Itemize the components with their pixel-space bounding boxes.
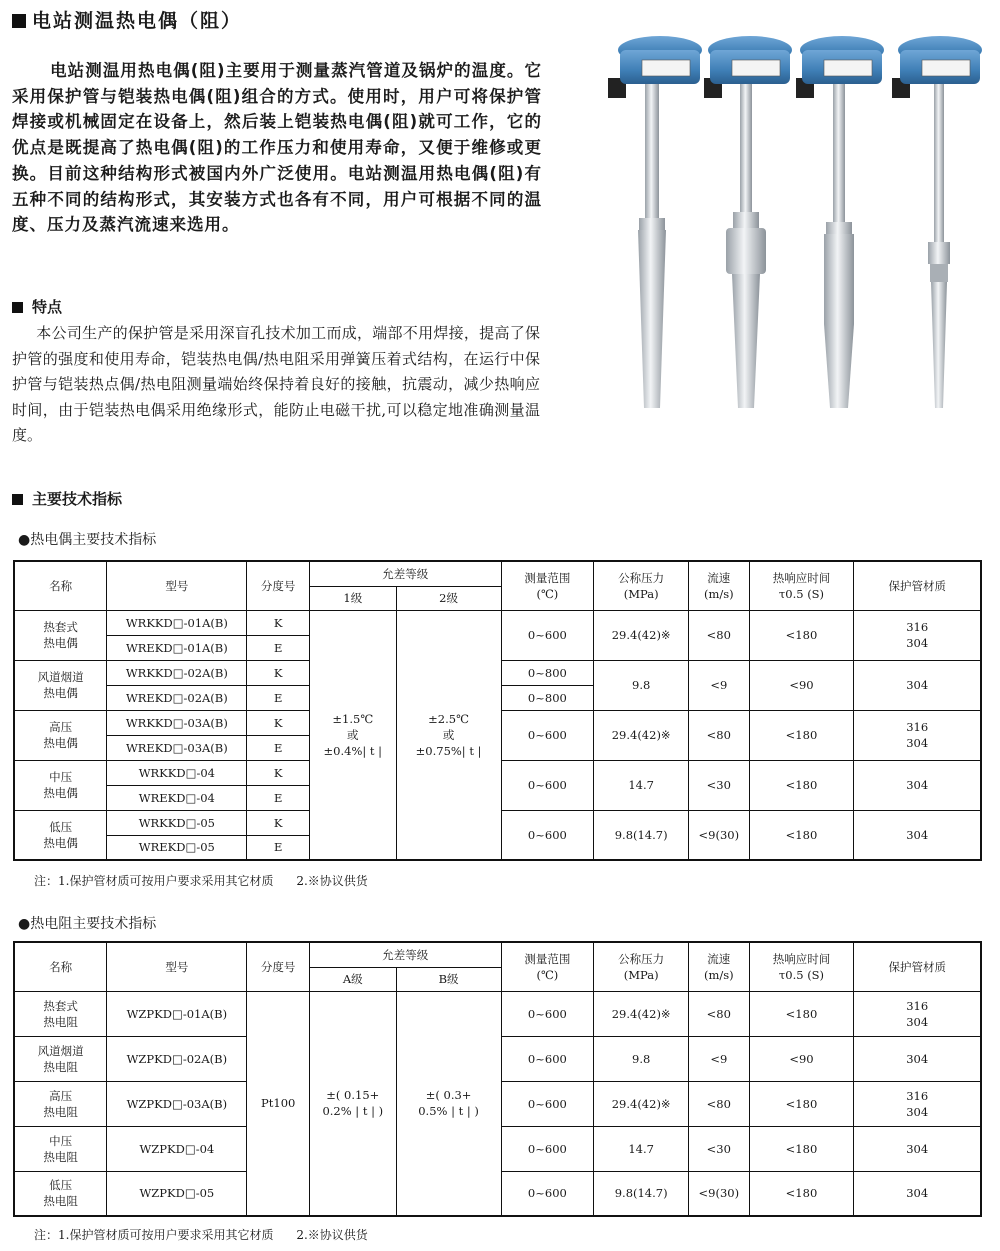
range-cell: 0~600 bbox=[501, 610, 594, 660]
product-photo bbox=[600, 28, 998, 414]
name-cell: 风道烟道 热电偶 bbox=[14, 660, 107, 710]
table-row bbox=[14, 610, 981, 635]
range-cell: 0~600 bbox=[501, 810, 594, 860]
tolerance-class-a-cell: ±( 0.15+ 0.2% | t | ) bbox=[309, 991, 396, 1216]
rtd-spec-table bbox=[13, 941, 982, 1217]
th-response: 热响应时间 τ0.5 (S) bbox=[749, 561, 854, 610]
pressure-cell: 29.4(42)※ bbox=[594, 991, 689, 1036]
model-cell: WZPKD□-04 bbox=[107, 1126, 247, 1171]
name-cell: 低压 热电偶 bbox=[14, 810, 107, 860]
model-cell: WRKKD□-04 bbox=[107, 760, 247, 785]
grade-cell: E bbox=[247, 785, 310, 810]
material-cell: 304 bbox=[854, 1171, 981, 1216]
thermocouple-spec-table bbox=[13, 560, 982, 861]
model-cell: WREKD□-05 bbox=[107, 835, 247, 860]
name-cell: 中压 热电阻 bbox=[14, 1126, 107, 1171]
th-class-1: 1级 bbox=[309, 586, 396, 610]
model-cell: WRKKD□-03A(B) bbox=[107, 710, 247, 735]
th-name: 名称 bbox=[14, 561, 107, 610]
name-cell: 热套式 热电阻 bbox=[14, 991, 107, 1036]
model-cell: WRKKD□-05 bbox=[107, 810, 247, 835]
grade-cell: K bbox=[247, 660, 310, 685]
material-cell: 316 304 bbox=[854, 1081, 981, 1126]
response-cell: <180 bbox=[749, 610, 854, 660]
material-cell: 304 bbox=[854, 1126, 981, 1171]
grade-cell: E bbox=[247, 835, 310, 860]
grade-cell: K bbox=[247, 610, 310, 635]
grade-cell: E bbox=[247, 735, 310, 760]
th-material: 保护管材质 bbox=[854, 561, 981, 610]
model-cell: WZPKD□-03A(B) bbox=[107, 1081, 247, 1126]
th-class-2: 2级 bbox=[396, 586, 501, 610]
intro-paragraph bbox=[12, 58, 542, 238]
flow-cell: <80 bbox=[689, 710, 750, 760]
name-cell: 高压 热电偶 bbox=[14, 710, 107, 760]
th-model: 型号 bbox=[107, 942, 247, 991]
sensor-4 bbox=[892, 36, 982, 408]
th-flow: 流速 (m/s) bbox=[689, 942, 750, 991]
tolerance-class2-cell: ±2.5℃ 或 ±0.75%| t | bbox=[396, 610, 501, 860]
flow-cell: <80 bbox=[689, 610, 750, 660]
response-cell: <180 bbox=[749, 760, 854, 810]
tolerance-class1-cell: ±1.5℃ 或 ±0.4%| t | bbox=[309, 610, 396, 860]
response-cell: <180 bbox=[749, 710, 854, 760]
pressure-cell: 9.8(14.7) bbox=[594, 1171, 689, 1216]
pressure-cell: 9.8 bbox=[594, 660, 689, 710]
model-cell: WZPKD□-01A(B) bbox=[107, 991, 247, 1036]
range-cell: 0~600 bbox=[501, 1081, 594, 1126]
tc-table-note: 注：1.保护管材质可按用户要求采用其它材质 2.※协议供货 bbox=[34, 874, 368, 888]
material-cell: 304 bbox=[854, 660, 981, 710]
features-text: 本公司生产的保护管是采用深盲孔技术加工而成，端部不用焊接，提高了保护管的强度和使用寿命，铠装热电偶/热电阻采用弹簧压着式结构，在运行中保护管与铠装热点偶/热电阻测量端始终保持着良好的接触，抗震动，减少热响应时间，由于铠装热电偶采用绝缘形式，能防止电磁干扰,可以稳定地准确测量温度。 bbox=[12, 324, 540, 445]
material-cell: 304 bbox=[854, 810, 981, 860]
th-range: 测量范围 (℃) bbox=[501, 561, 594, 610]
grade-cell: K bbox=[247, 810, 310, 835]
flow-cell: <9 bbox=[689, 660, 750, 710]
pressure-cell: 9.8(14.7) bbox=[594, 810, 689, 860]
page-title bbox=[12, 6, 242, 33]
material-cell: 304 bbox=[854, 760, 981, 810]
specs-heading: 主要技术指标 bbox=[12, 488, 122, 509]
grade-cell: Pt100 bbox=[247, 991, 310, 1216]
th-class-a: A级 bbox=[309, 967, 396, 991]
material-cell: 316 304 bbox=[854, 610, 981, 660]
pressure-cell: 9.8 bbox=[594, 1036, 689, 1081]
model-cell: WREKD□-02A(B) bbox=[107, 685, 247, 710]
material-cell: 316 304 bbox=[854, 710, 981, 760]
tc-table-title: ●热电偶主要技术指标 bbox=[18, 532, 157, 548]
th-model: 型号 bbox=[107, 561, 247, 610]
title-text: 电站测温热电偶（阻） bbox=[32, 10, 243, 32]
tolerance-class-b-cell: ±( 0.3+ 0.5% | t | ) bbox=[396, 991, 501, 1216]
material-cell: 316 304 bbox=[854, 991, 981, 1036]
model-cell: WREKD□-03A(B) bbox=[107, 735, 247, 760]
features-paragraph bbox=[12, 321, 540, 449]
pressure-cell: 29.4(42)※ bbox=[594, 710, 689, 760]
heading-bullet-icon bbox=[12, 302, 23, 313]
pressure-cell: 29.4(42)※ bbox=[594, 610, 689, 660]
th-name: 名称 bbox=[14, 942, 107, 991]
range-cell: 0~600 bbox=[501, 760, 594, 810]
rtd-table-title: ●热电阻主要技术指标 bbox=[18, 916, 157, 932]
range-cell: 0~800 bbox=[501, 685, 594, 710]
range-cell: 0~800 bbox=[501, 660, 594, 685]
heading-bullet-icon bbox=[12, 494, 23, 505]
th-tolerance: 允差等级 bbox=[309, 942, 501, 967]
th-response: 热响应时间 τ0.5 (S) bbox=[749, 942, 854, 991]
flow-cell: <30 bbox=[689, 1126, 750, 1171]
material-cell: 304 bbox=[854, 1036, 981, 1081]
flow-cell: <80 bbox=[689, 1081, 750, 1126]
name-cell: 中压 热电偶 bbox=[14, 760, 107, 810]
flow-cell: <9 bbox=[689, 1036, 750, 1081]
response-cell: <180 bbox=[749, 1081, 854, 1126]
title-bullet-icon bbox=[12, 14, 26, 28]
grade-cell: K bbox=[247, 760, 310, 785]
th-range: 测量范围 (℃) bbox=[501, 942, 594, 991]
th-flow: 流速 (m/s) bbox=[689, 561, 750, 610]
th-pressure: 公称压力 (MPa) bbox=[594, 942, 689, 991]
response-cell: <180 bbox=[749, 1171, 854, 1216]
flow-cell: <80 bbox=[689, 991, 750, 1036]
name-cell: 低压 热电阻 bbox=[14, 1171, 107, 1216]
range-cell: 0~600 bbox=[501, 1126, 594, 1171]
pressure-cell: 29.4(42)※ bbox=[594, 1081, 689, 1126]
model-cell: WREKD□-04 bbox=[107, 785, 247, 810]
response-cell: <180 bbox=[749, 810, 854, 860]
model-cell: WZPKD□-02A(B) bbox=[107, 1036, 247, 1081]
features-heading: 特点 bbox=[12, 296, 62, 317]
model-cell: WRKKD□-01A(B) bbox=[107, 610, 247, 635]
th-pressure: 公称压力 (MPa) bbox=[594, 561, 689, 610]
pressure-cell: 14.7 bbox=[594, 1126, 689, 1171]
model-cell: WREKD□-01A(B) bbox=[107, 635, 247, 660]
flow-cell: <9(30) bbox=[689, 1171, 750, 1216]
range-cell: 0~600 bbox=[501, 1036, 594, 1081]
model-cell: WZPKD□-05 bbox=[107, 1171, 247, 1216]
sensor-3 bbox=[796, 36, 884, 408]
rtd-table-note: 注：1.保护管材质可按用户要求采用其它材质 2.※协议供货 bbox=[34, 1228, 368, 1242]
flow-cell: <9(30) bbox=[689, 810, 750, 860]
range-cell: 0~600 bbox=[501, 991, 594, 1036]
pressure-cell: 14.7 bbox=[594, 760, 689, 810]
model-cell: WRKKD□-02A(B) bbox=[107, 660, 247, 685]
sensor-2 bbox=[704, 36, 792, 408]
response-cell: <90 bbox=[749, 660, 854, 710]
table-row bbox=[14, 991, 981, 1036]
intro-text: 电站测温用热电偶(阻)主要用于测量蒸汽管道及锅炉的温度。它采用保护管与铠装热电偶(阻)组合的方式。使用时，用户可将保护管焊接或机械固定在设备上，然后装上铠装热电偶(阻)就可工作，它的优点是既提高了热电偶(阻)的工作压力和使用寿命，又便于维修或更换。目前这种结构形式被国内外广泛使用。电站测温用热电偶(阻)有五种不同的结构形式，其安装方式也各有不同，用户可根据不同的温度、压力及蒸汽流速来选用。 bbox=[12, 61, 542, 235]
response-cell: <180 bbox=[749, 991, 854, 1036]
name-cell: 热套式 热电偶 bbox=[14, 610, 107, 660]
grade-cell: K bbox=[247, 710, 310, 735]
range-cell: 0~600 bbox=[501, 1171, 594, 1216]
th-grade: 分度号 bbox=[247, 942, 310, 991]
flow-cell: <30 bbox=[689, 760, 750, 810]
response-cell: <180 bbox=[749, 1126, 854, 1171]
th-tolerance: 允差等级 bbox=[309, 561, 501, 586]
sensor-1 bbox=[608, 36, 702, 408]
range-cell: 0~600 bbox=[501, 710, 594, 760]
name-cell: 风道烟道 热电阻 bbox=[14, 1036, 107, 1081]
response-cell: <90 bbox=[749, 1036, 854, 1081]
grade-cell: E bbox=[247, 685, 310, 710]
grade-cell: E bbox=[247, 635, 310, 660]
th-class-b: B级 bbox=[396, 967, 501, 991]
th-material: 保护管材质 bbox=[854, 942, 981, 991]
name-cell: 高压 热电阻 bbox=[14, 1081, 107, 1126]
th-grade: 分度号 bbox=[247, 561, 310, 610]
